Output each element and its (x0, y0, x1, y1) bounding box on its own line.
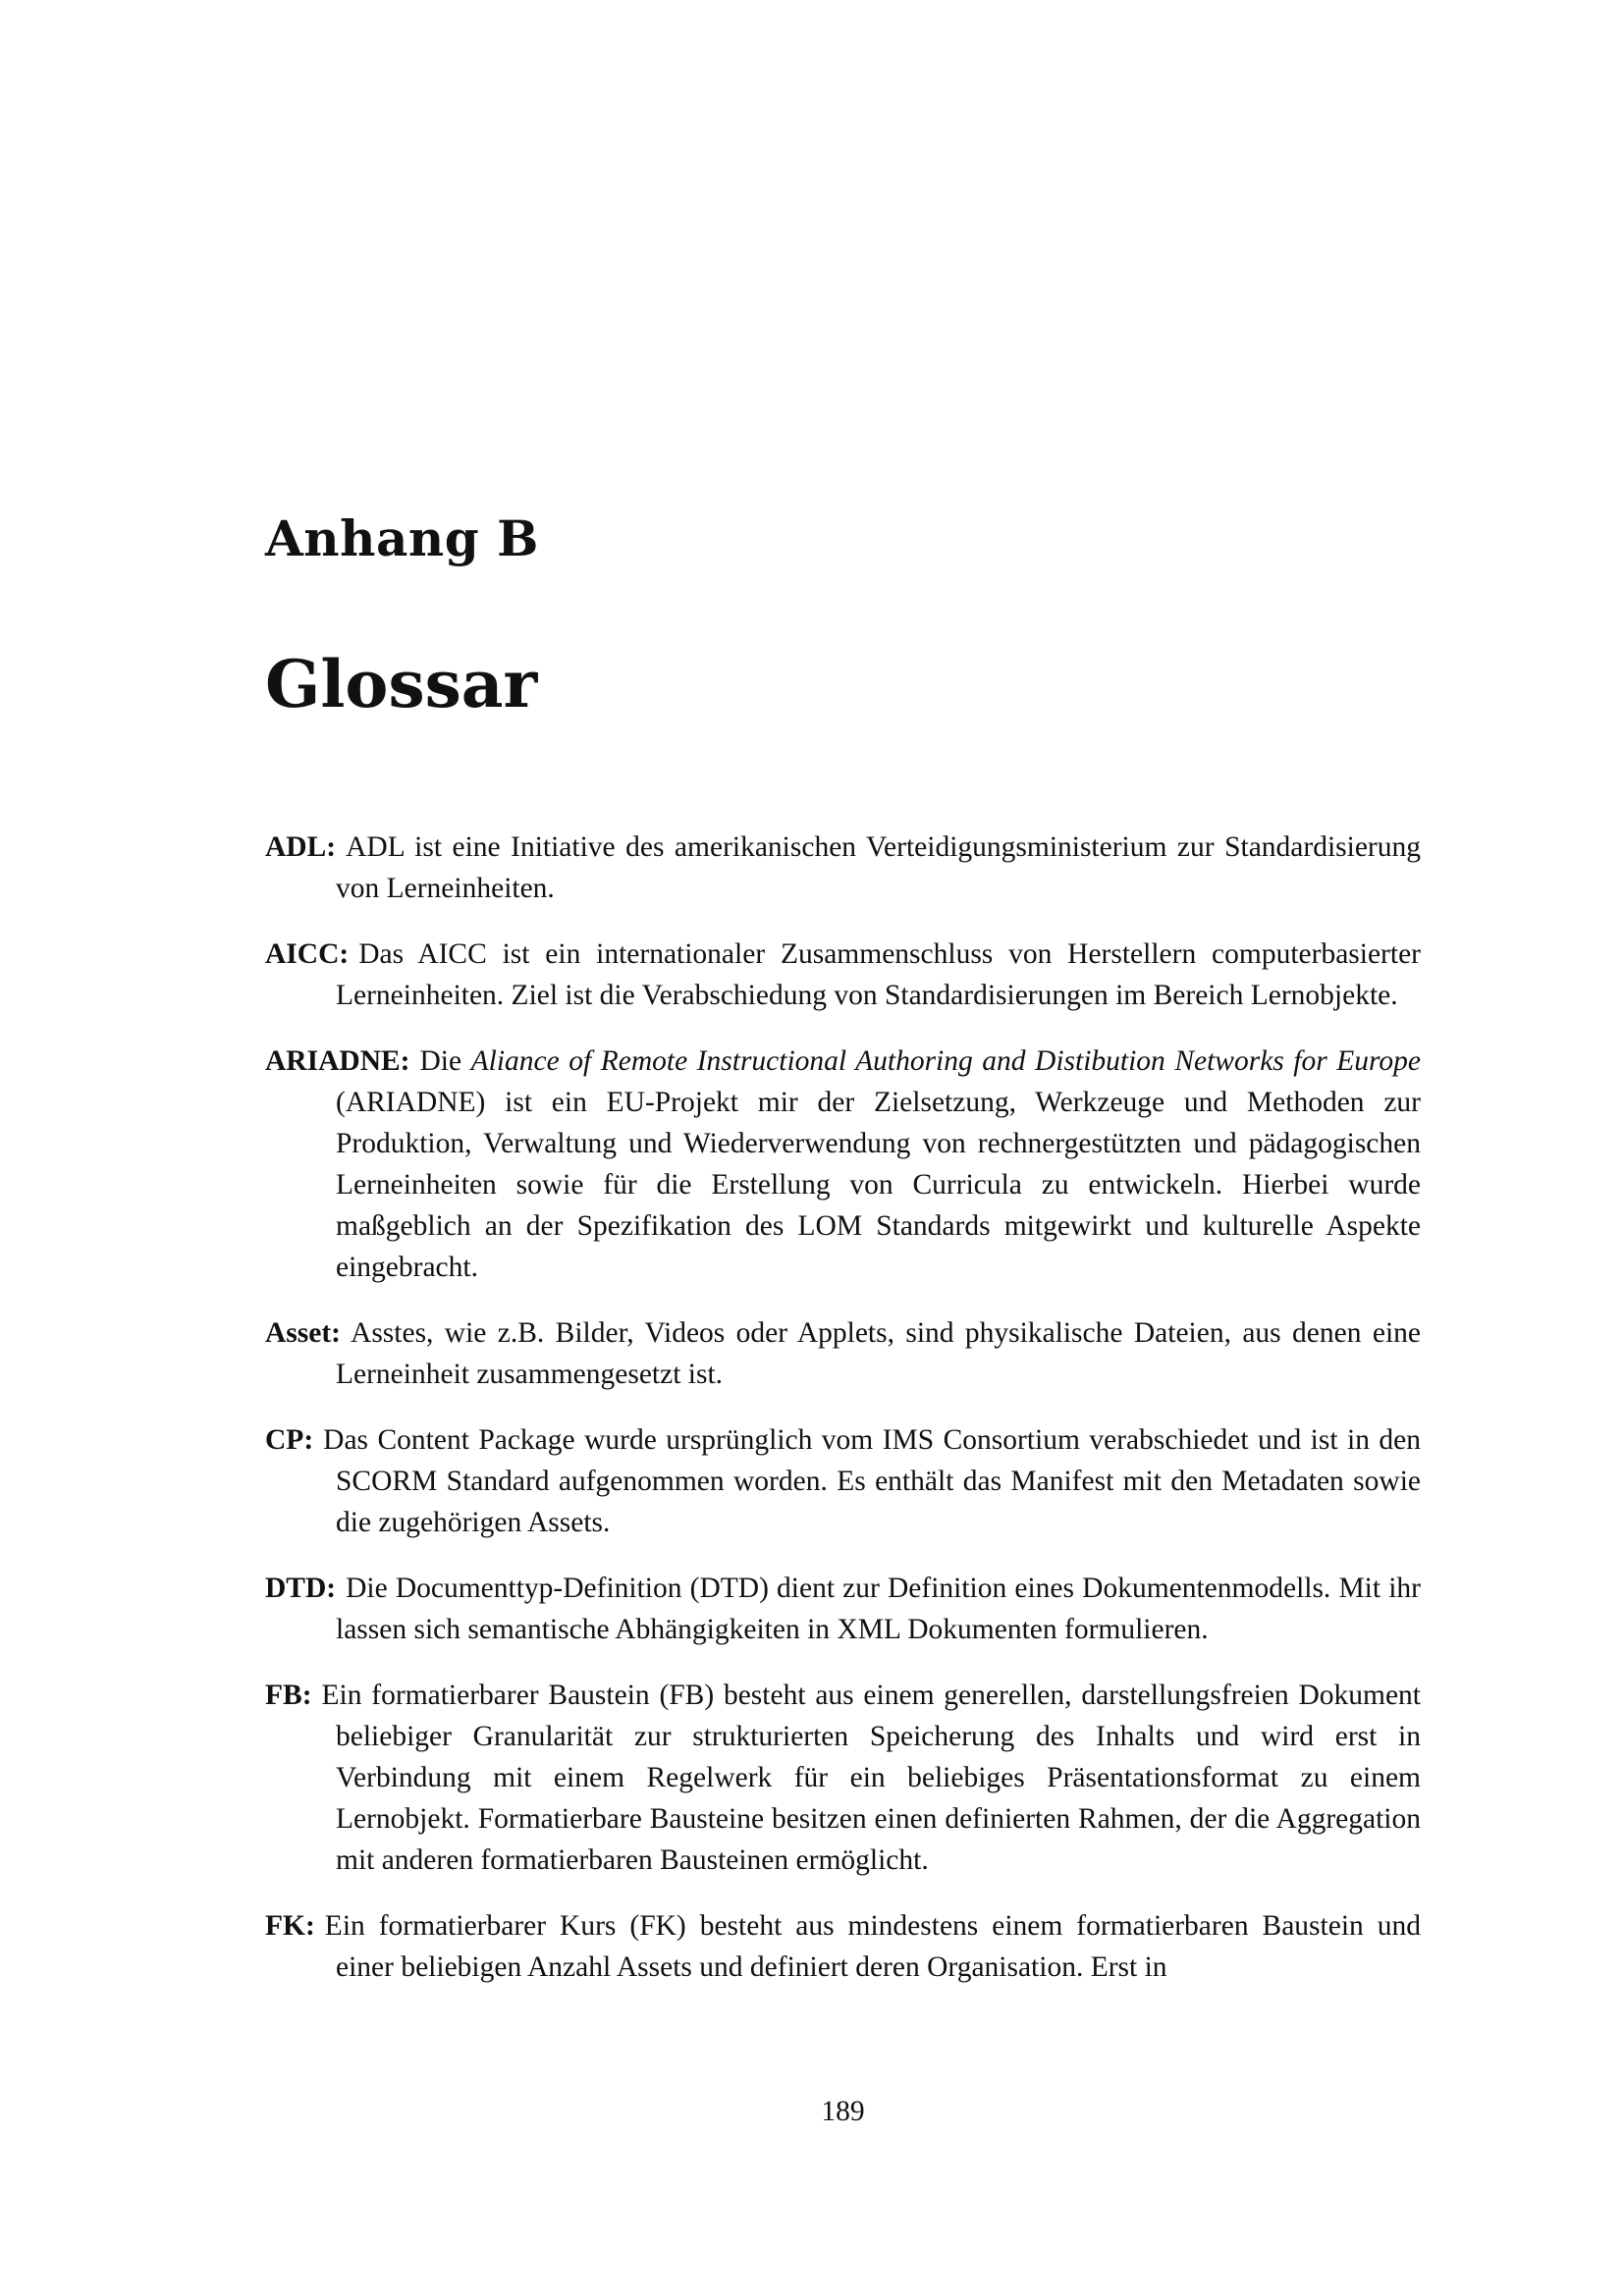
glossary-definition-emphasis: Aliance of Remote Instructional Authoring and Distibution Networks for Europe (470, 1045, 1421, 1077)
glossary-term: ADL: (265, 831, 337, 863)
glossary-definition-prefix: Die (419, 1045, 462, 1077)
glossary-entry-asset (265, 1312, 1421, 1395)
glossary-term: ARIADNE: (265, 1045, 410, 1077)
glossary-list (265, 827, 1421, 2012)
glossary-definition: (ARIADNE) ist ein EU-Projekt mir der Zielsetzung, Werkzeuge und Methoden zur Produktion, Verwaltung und Wiederverwendung von rechnergestützten und pädagogischen Lerneinheiten sowie für die Erstellung von Curricula zu entwickeln. Hierbei wurde maßgeblich an der Spezifikation des LOM Standards mitgewirkt und kulturelle Aspekte eingebracht. (336, 1087, 1421, 1283)
glossary-term: DTD: (265, 1573, 337, 1604)
glossary-definition: Ein formatierbarer Baustein (FB) besteht aus einem generellen, darstellungsfreien Dokument beliebiger Granularität zur strukturierten Speicherung des Inhalts und wird erst in Verbindung mit einem Regelwerk für ein beliebiges Präsentationsformat zu einem Lernobjekt. Formatierbare Bausteine besitzen einen definierten Rahmen, der die Aggregation mit anderen formatierbaren Bausteinen ermöglicht. (321, 1680, 1421, 1876)
page-number: 189 (821, 2096, 865, 2127)
glossary-definition: Asstes, wie z.B. Bilder, Videos oder Applets, sind physikalische Dateien, aus denen eine Lerneinheit zusammengesetzt ist. (336, 1317, 1421, 1390)
glossary-term: FB: (265, 1680, 312, 1711)
glossary-entry-ariadne (265, 1041, 1421, 1288)
glossary-definition: Ein formatierbarer Kurs (FK) besteht aus mindestens einem formatierbaren Baustein und einer beliebigen Anzahl Assets und definiert deren Organisation. Erst in (324, 1910, 1421, 1983)
glossary-entry-dtd (265, 1568, 1421, 1650)
glossary-definition: Die Documenttyp-Definition (DTD) dient zur Definition eines Dokumentenmodells. Mit ihr lassen sich semantische Abhängigkeiten in XML Dokumenten formulieren. (336, 1573, 1421, 1645)
glossary-term: CP: (265, 1424, 314, 1456)
glossary-term: AICC: (265, 938, 350, 970)
glossary-term: Asset: (265, 1317, 342, 1349)
glossary-definition: ADL ist eine Initiative des amerikanischen Verteidigungsministerium zur Standardisierung von Lerneinheiten. (336, 831, 1421, 904)
glossary-definition: Das AICC ist ein internationaler Zusammenschluss von Herstellern computerbasierter Lerneinheiten. Ziel ist die Verabschiedung von Standardisierungen im Bereich Lernobjekte. (336, 938, 1421, 1011)
page-title: Glossar (265, 646, 538, 722)
glossary-entry-fb (265, 1675, 1421, 1881)
appendix-label: Anhang B (265, 509, 539, 567)
glossary-entry-adl (265, 827, 1421, 909)
glossary-definition: Das Content Package wurde ursprünglich vom IMS Consortium verabschiedet und ist in den SCORM Standard aufgenommen worden. Es enthält das Manifest mit den Metadaten sowie die zugehörigen Assets. (323, 1424, 1421, 1538)
glossary-entry-aicc (265, 934, 1421, 1016)
glossary-entry-fk (265, 1905, 1421, 1988)
glossary-entry-cp (265, 1419, 1421, 1543)
glossary-term: FK: (265, 1910, 315, 1942)
